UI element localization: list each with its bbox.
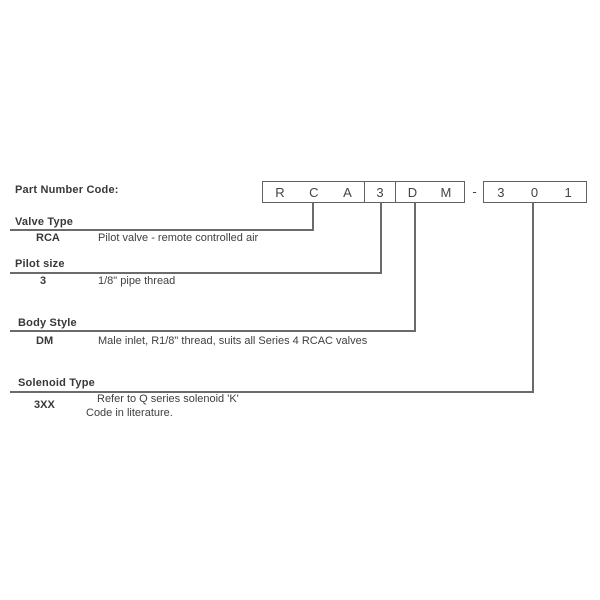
part-code-box-main bbox=[262, 181, 465, 203]
section-heading-body-style: Body Style bbox=[18, 317, 77, 329]
code-cell-valve-type bbox=[263, 182, 365, 202]
section-desc-solenoid-type-line1: Refer to Q series solenoid 'K' bbox=[97, 393, 239, 405]
section-code-pilot-size: 3 bbox=[40, 275, 47, 287]
code-char: 1 bbox=[564, 184, 572, 200]
code-char: D bbox=[407, 184, 418, 200]
connector-solenoid-type bbox=[10, 203, 534, 393]
code-char: 3 bbox=[497, 184, 505, 200]
code-cell-pilot-size bbox=[365, 182, 396, 202]
section-heading-solenoid-type: Solenoid Type bbox=[18, 377, 95, 389]
section-heading-pilot-size: Pilot size bbox=[15, 258, 65, 270]
code-char: 3 bbox=[376, 184, 384, 200]
code-char: 0 bbox=[530, 184, 539, 200]
code-char: C bbox=[309, 184, 319, 200]
code-char: A bbox=[343, 184, 352, 200]
section-code-solenoid-type: 3XX bbox=[34, 399, 55, 411]
code-char: M bbox=[440, 184, 452, 200]
section-code-body-style: DM bbox=[36, 335, 54, 347]
part-code-box-solenoid bbox=[483, 181, 587, 203]
section-code-valve-type: RCA bbox=[36, 232, 60, 244]
code-cell-body-style bbox=[396, 182, 463, 202]
section-desc-pilot-size: 1/8" pipe thread bbox=[98, 275, 176, 287]
part-number-code-label: Part Number Code: bbox=[15, 184, 119, 196]
section-heading-valve-type: Valve Type bbox=[15, 216, 74, 228]
code-cell-solenoid-type bbox=[484, 182, 585, 202]
code-separator: - bbox=[472, 184, 477, 199]
code-char: R bbox=[275, 184, 285, 200]
section-desc-valve-type: Pilot valve - remote controlled air bbox=[98, 232, 259, 244]
section-desc-solenoid-type-line2: Code in literature. bbox=[86, 407, 173, 419]
section-desc-body-style: Male inlet, R1/8" thread, suits all Series 4 RCAC valves bbox=[98, 335, 368, 347]
